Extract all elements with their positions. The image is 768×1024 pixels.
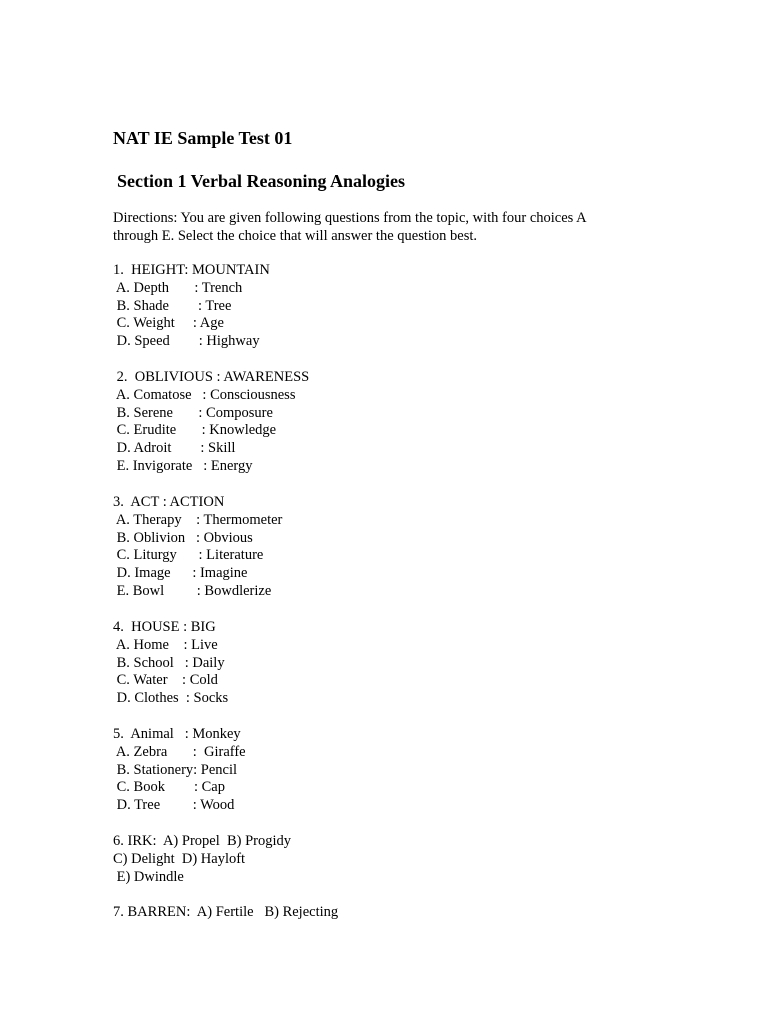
answer-choice: B. Stationery: Pencil <box>113 761 238 778</box>
directions-line: Directions: You are given following questions from the topic, with four choices A <box>113 210 587 226</box>
answer-choice: B. School : Daily <box>113 654 225 671</box>
question-6 <box>113 833 291 886</box>
question-stem: 5. Animal : Monkey <box>113 726 241 742</box>
answer-choice: D. Speed : Highway <box>113 333 260 350</box>
question-2 <box>113 369 309 476</box>
answer-choice: C. Water : Cold <box>113 672 218 689</box>
question-stem: 1. HEIGHT: MOUNTAIN <box>113 262 270 278</box>
answer-choice: B. Shade : Tree <box>113 297 232 314</box>
directions-line: through E. Select the choice that will answer the question best. <box>113 228 478 244</box>
question-stem: 4. HOUSE : BIG <box>113 619 216 635</box>
answer-choice: C. Weight : Age <box>113 315 224 332</box>
answer-choice: E. Bowl : Bowdlerize <box>113 582 272 599</box>
answer-choice: A. Comatose : Consciousness <box>113 386 296 403</box>
question-3 <box>113 494 282 601</box>
question-5 <box>113 726 246 815</box>
answer-choice: D. Adroit : Skill <box>113 440 236 457</box>
directions-paragraph <box>113 209 633 245</box>
answer-choice: E) Dwindle <box>113 868 184 885</box>
section-heading: Section 1 Verbal Reasoning Analogies <box>117 171 406 191</box>
page-title: NAT IE Sample Test 01 <box>113 128 293 148</box>
answer-choice: A. Depth : Trench <box>113 279 243 296</box>
answer-choice: B. Serene : Composure <box>113 404 273 421</box>
answer-choice: D. Tree : Wood <box>113 797 235 814</box>
question-1 <box>113 262 270 351</box>
question-stem: 7. BARREN: A) Fertile B) Rejecting <box>113 904 339 920</box>
answer-choice: D. Clothes : Socks <box>113 690 229 707</box>
question-stem: 3. ACT : ACTION <box>113 494 225 510</box>
answer-choice: A. Therapy : Thermometer <box>113 511 283 528</box>
answer-choice: C. Book : Cap <box>113 779 225 796</box>
answer-choice: A. Zebra : Giraffe <box>113 743 246 760</box>
question-stem: 6. IRK: A) Propel B) Progidy <box>113 833 292 849</box>
question-stem: 2. OBLIVIOUS : AWARENESS <box>113 369 310 385</box>
question-4 <box>113 619 228 708</box>
answer-choice: E. Invigorate : Energy <box>113 457 253 474</box>
answer-choice: A. Home : Live <box>113 636 218 653</box>
answer-choice: C) Delight D) Hayloft <box>113 850 246 867</box>
answer-choice: C. Erudite : Knowledge <box>113 422 277 439</box>
answer-choice: C. Liturgy : Literature <box>113 547 264 564</box>
answer-choice: D. Image : Imagine <box>113 565 248 582</box>
question-7 <box>113 904 338 922</box>
answer-choice: B. Oblivion : Obvious <box>113 529 253 546</box>
